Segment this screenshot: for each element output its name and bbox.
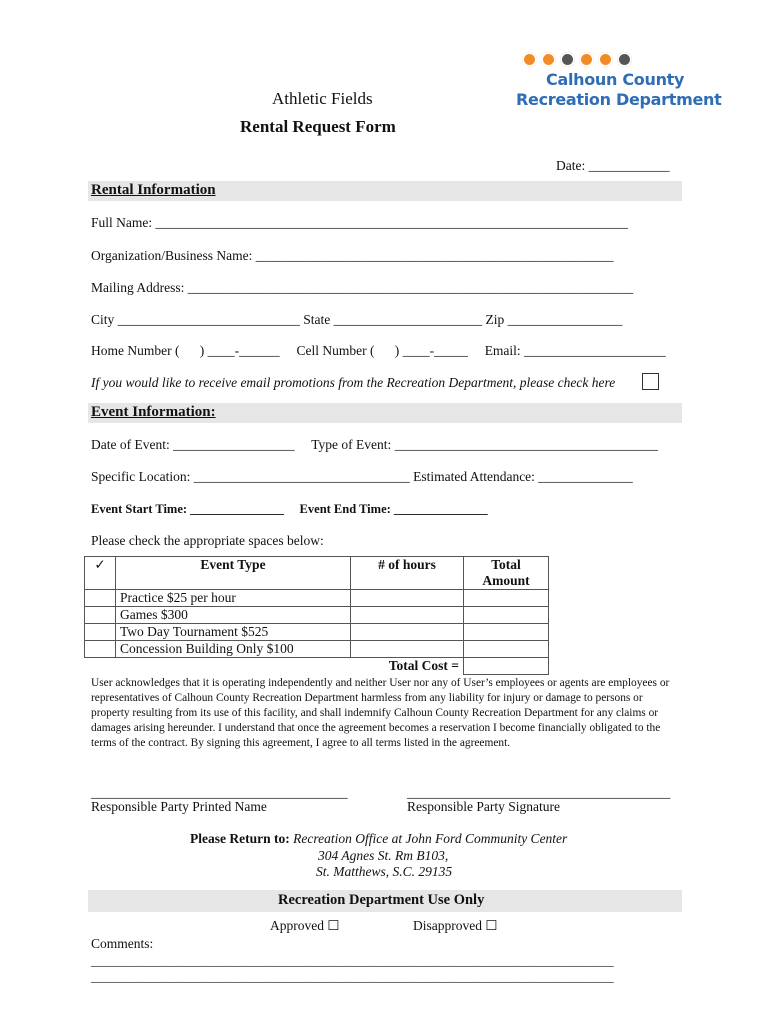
organization-field[interactable]: Organization/Business Name: _____________________________________________________ [91, 248, 614, 263]
hours-header: # of hours [351, 557, 464, 590]
total-spacer [85, 658, 116, 675]
row-hours-cell[interactable] [351, 624, 464, 641]
table-row [85, 590, 549, 607]
comments-label: Comments: [91, 936, 154, 951]
total-row [85, 658, 549, 675]
printed-name-line[interactable]: ______________________________________ [91, 785, 348, 800]
table-header-row [85, 557, 549, 590]
event-date-type-field[interactable]: Date of Event: __________________ Type of Event: _______________________________________ [91, 437, 658, 452]
soccer-ball-icon [522, 52, 537, 67]
page-title: Athletic Fields [272, 89, 373, 108]
table-row [85, 624, 549, 641]
event-type-table [84, 556, 549, 675]
row-hours-cell[interactable] [351, 607, 464, 624]
row-amount-cell[interactable] [464, 624, 549, 641]
row-hours-cell[interactable] [351, 641, 464, 658]
row-check-cell[interactable] [85, 607, 116, 624]
row-event-type: Two Day Tournament $525 [116, 624, 351, 641]
signature-label: Responsible Party Signature [407, 799, 560, 814]
full-name-field[interactable]: Full Name: ______________________________________________________________________ [91, 215, 628, 230]
logo-line2: Recreation Department [516, 90, 722, 109]
table-row [85, 607, 549, 624]
basketball-icon [598, 52, 613, 67]
row-check-cell[interactable] [85, 624, 116, 641]
row-event-type: Practice $25 per hour [116, 590, 351, 607]
event-type-header: Event Type [116, 557, 351, 590]
row-check-cell[interactable] [85, 590, 116, 607]
check-spaces-prompt: Please check the appropriate spaces below: [91, 533, 324, 548]
logo-line1: Calhoun County [546, 70, 685, 89]
football-icon [617, 52, 632, 67]
event-section-heading: Event Information: [91, 404, 216, 420]
signature-line[interactable]: _______________________________________ [407, 785, 671, 800]
return-city: St. Matthews, S.C. 29135 [316, 864, 453, 879]
row-amount-cell[interactable] [464, 590, 549, 607]
row-event-type: Concession Building Only $100 [116, 641, 351, 658]
approved-checkbox[interactable]: Approved ☐ [270, 918, 340, 933]
printed-name-label: Responsible Party Printed Name [91, 799, 267, 814]
rental-section-heading: Rental Information [91, 182, 216, 198]
return-info [190, 831, 567, 847]
office-use-heading: Recreation Department Use Only [278, 892, 485, 908]
check-column-header: ✓ [85, 557, 116, 590]
comments-line-2[interactable]: _____________________________________________________________________________________ [91, 970, 614, 984]
date-field[interactable]: Date: ____________ [556, 158, 670, 173]
row-hours-cell[interactable] [351, 590, 464, 607]
return-label: Please Return to: [190, 831, 290, 846]
phone-email-field[interactable]: Home Number ( ) ____-______ Cell Number ( ) ____-_____ Email: _____________________ [91, 343, 666, 358]
disapproved-checkbox[interactable]: Disapproved ☐ [413, 918, 498, 933]
return-street: 304 Agnes St. Rm B103, [318, 848, 449, 863]
tennis-icon [560, 52, 575, 67]
return-place: Recreation Office at John Ford Community Center [293, 831, 568, 846]
logo-sport-icons [522, 52, 632, 67]
page-subtitle: Rental Request Form [240, 117, 396, 136]
promo-opt-in-label: If you would like to receive email promotions from the Recreation Department, please check here [91, 375, 616, 390]
row-event-type: Games $300 [116, 607, 351, 624]
city-state-zip-field[interactable]: City ___________________________ State ______________________ Zip _________________ [91, 312, 623, 327]
table-row [85, 641, 549, 658]
mailing-address-field[interactable]: Mailing Address: __________________________________________________________________ [91, 280, 634, 295]
comments-line-1[interactable]: _____________________________________________________________________________________ [91, 954, 614, 968]
amount-header: Total Amount [464, 557, 549, 590]
row-amount-cell[interactable] [464, 607, 549, 624]
row-amount-cell[interactable] [464, 641, 549, 658]
promo-opt-in-checkbox[interactable] [642, 373, 659, 390]
total-cost-label: Total Cost = [388, 658, 459, 673]
row-check-cell[interactable] [85, 641, 116, 658]
event-times-field[interactable]: Event Start Time: _______________ Event End Time: _______________ [91, 502, 488, 516]
liability-notice: User acknowledges that it is operating independently and neither User nor any of User’s employees or agents are employees or representatives of Calhoun County Recreation Department harmless from any liability for injury or damage to persons or property resulting from its use of this facility, and shall indemnify Calhoun County Recreation Department for any claims or damages arising hereunder. I understand that once the agreement becomes a reservation I become financially obligated to the terms of the contract. By signing this agreement, I agree to all terms listed in the agreement. [91, 677, 670, 749]
whistle-icon [541, 52, 556, 67]
total-cost-cell[interactable] [464, 658, 549, 675]
baseball-icon [579, 52, 594, 67]
location-attendance-field[interactable]: Specific Location: ________________________________ Estimated Attendance: ______________ [91, 469, 633, 484]
